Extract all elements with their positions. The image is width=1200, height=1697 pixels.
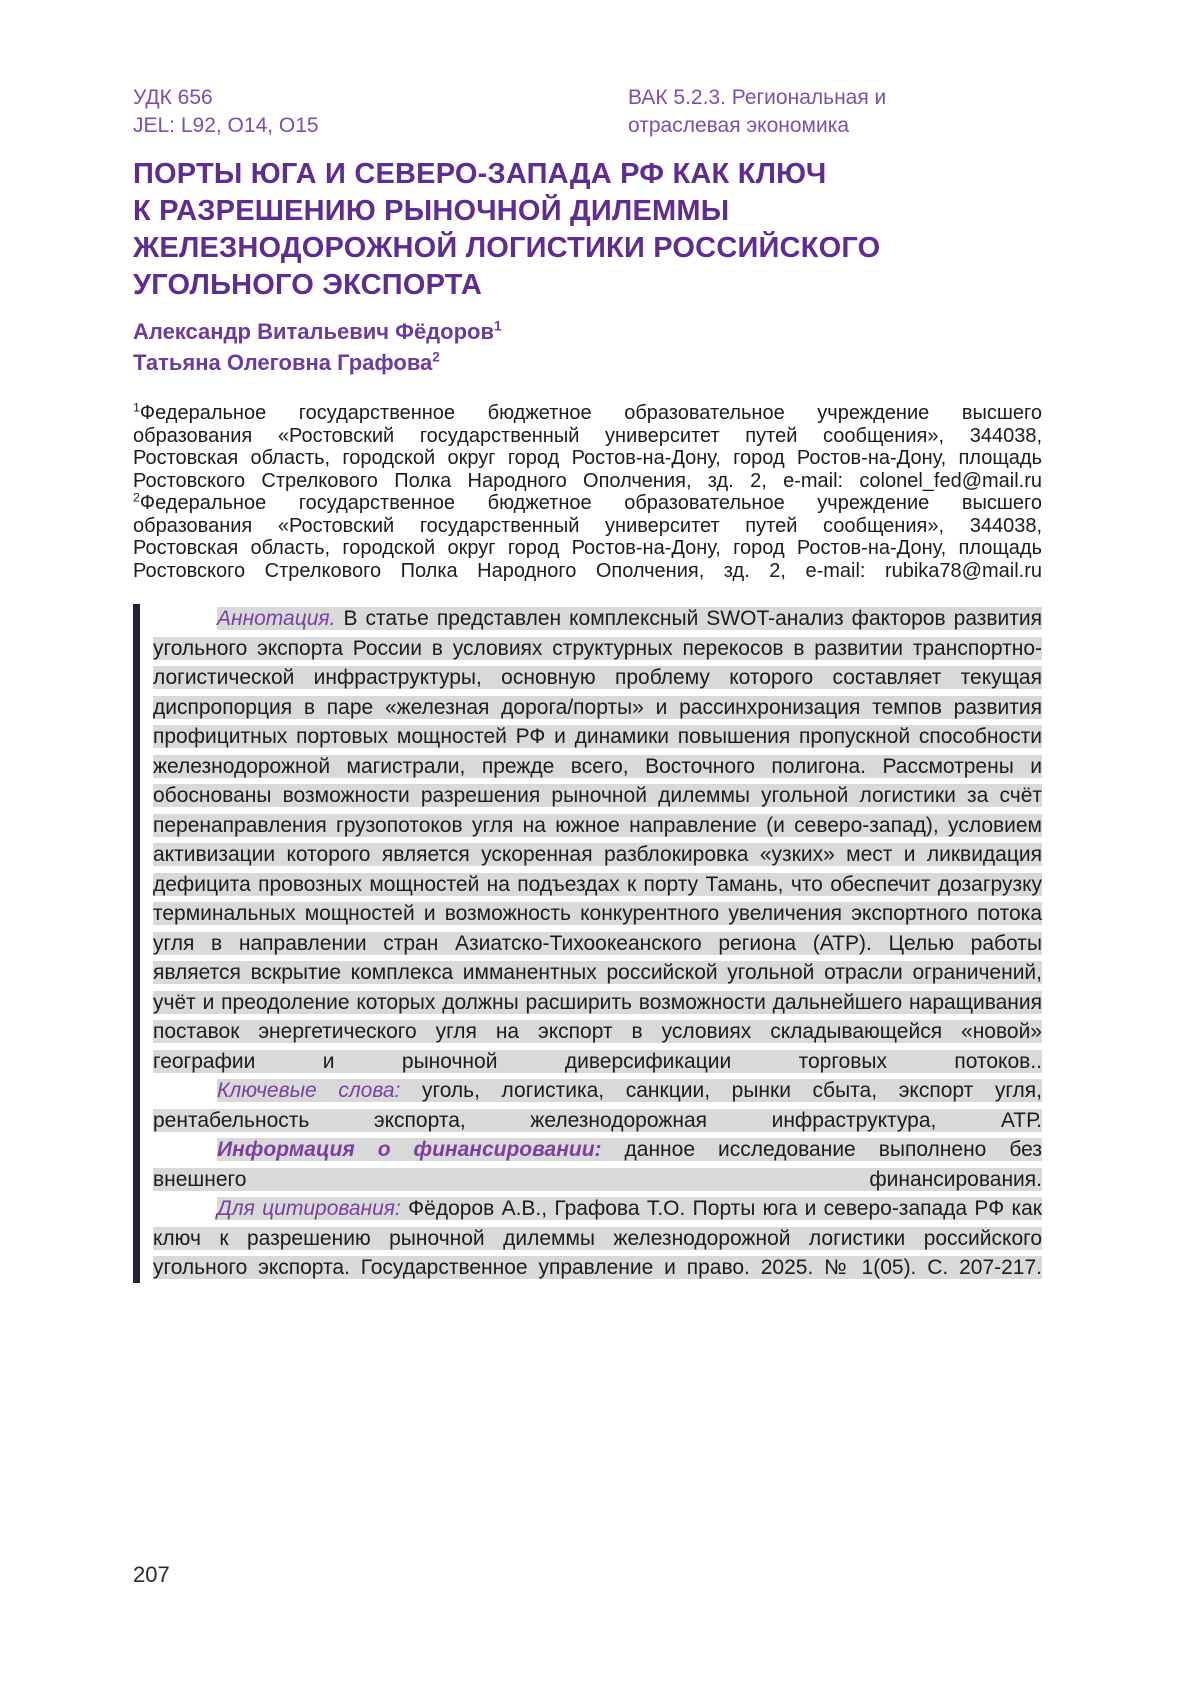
vak-line-2: отраслевая экономика [628,114,850,137]
title-line: К РАЗРЕШЕНИЮ РЫНОЧНОЙ ДИЛЕММЫ [133,195,730,227]
affiliations-block [133,402,1042,582]
header-right-column [628,84,886,140]
abstract-text: В статье представлен комплексный SWOT-анализ факторов развития угольного экспорта России в условиях структурных перекосов в развитии транспортно-логистической инфраструктуры, основную проблему которого составляет текущая диспропорция в паре «железная дорога/порты» и рассинхронизация темпов развития профицитных портовых мощностей РФ и динамики повышения пропускной способности железнодорожной магистрали, прежде всего, Восточного полигона. Рассмотрены и обоснованы возможности разрешения рыночной дилеммы угольной логистики за счёт перенаправления грузопотоков угля на южное направление (и северо-запад), условием активизации которого является ускоренная разблокировка «узких» мест и ликвидация дефицита провозных мощностей на подъездах к порту Тамань, что обеспечит дозагрузку терминальных мощностей и возможность конкурентного увеличения экспортного потока угля в направлении стран Азиатско-Тихоокеанского региона (АТР). Целью работы является вскрытие комплекса имманентных российской угольной отрасли ограничений, учёт и преодоление которых должны расширить возможности дальнейшего наращивания поставок энергетического угля на экспорт в условиях складывающейся «новой» географии и рыночной диверсификации торговых потоков.. [153,607,1042,1073]
header-left-column [133,84,1042,140]
author-name: Александр Витальевич Фёдоров$^1$ [133,318,502,344]
citation-text: Фёдоров А.В., Графова Т.О. Порты юга и северо-запада РФ как ключ к разрешению рыночной дилеммы железнодорожной логистики российского угольного экспорта. Государственное управление и право. 2025. № 1(05). С. 207-217. [153,1197,1042,1279]
udk-code: УДК 656 [133,86,213,109]
document-header [133,84,1042,140]
article-title [133,156,1042,304]
abstract-block [133,604,1042,1283]
funding-text: данное исследование выполнено без внешнего финансирования. [153,1138,1042,1191]
page-number: 207 [133,1562,170,1587]
citation-paragraph [153,1194,1042,1283]
funding-paragraph [153,1135,1042,1194]
keywords-label: Ключевые слова: [217,1079,401,1102]
vak-line-1: ВАК 5.2.3. Региональная и [628,86,887,109]
affiliation-entry [133,402,1042,492]
affiliation-marker: 1 [133,400,140,415]
funding-label: Информация о финансировании: [217,1138,602,1161]
author-name: Татьяна Олеговна Графова$^2$ [133,349,440,375]
keywords-paragraph [153,1076,1042,1135]
title-line: ПОРТЫ ЮГА И СЕВЕРО-ЗАПАДА РФ КАК КЛЮЧ [133,158,827,190]
author-affiliation-marker: 1 [493,318,502,334]
author-affiliation-marker: 2 [432,349,440,365]
citation-label: Для цитирования: [217,1197,401,1220]
title-line: ЖЕЛЕЗНОДОРОЖНОЙ ЛОГИСТИКИ РОССИЙСКОГО [133,232,881,264]
title-line: УГОЛЬНОГО ЭКСПОРТА [133,269,482,301]
jel-codes: JEL: L92, O14, O15 [133,114,319,137]
affiliation-entry [133,492,1042,582]
affiliation-marker: 2 [133,490,140,505]
abstract-label: Аннотация. [217,607,336,630]
abstract-paragraph [153,604,1042,1076]
authors-block [133,316,1042,378]
affiliation-text: Федеральное государственное бюджетное образовательное учреждение высшего образования «Ростовский государственный университет путей сообщения», 344038, Ростовская область, городской округ город Ростов-на-Дону, город Ростов-на-Дону, площадь Ростовского Стрелкового Полка Народного Ополчения, зд. 2, e-mail: colonel_fed@mail.ru [133,402,1042,492]
affiliation-text: Федеральное государственное бюджетное образовательное учреждение высшего образования «Ростовский государственный университет путей сообщения», 344038, Ростовская область, городской округ город Ростов-на-Дону, город Ростов-на-Дону, площадь Ростовского Стрелкового Полка Народного Ополчения, зд. 2, e-mail: rubika78@mail.ru [133,492,1042,582]
keywords-text: уголь, логистика, санкции, рынки сбыта, экспорт угля, рентабельность экспорта, железнодорожная инфраструктура, АТР. [153,1079,1042,1132]
